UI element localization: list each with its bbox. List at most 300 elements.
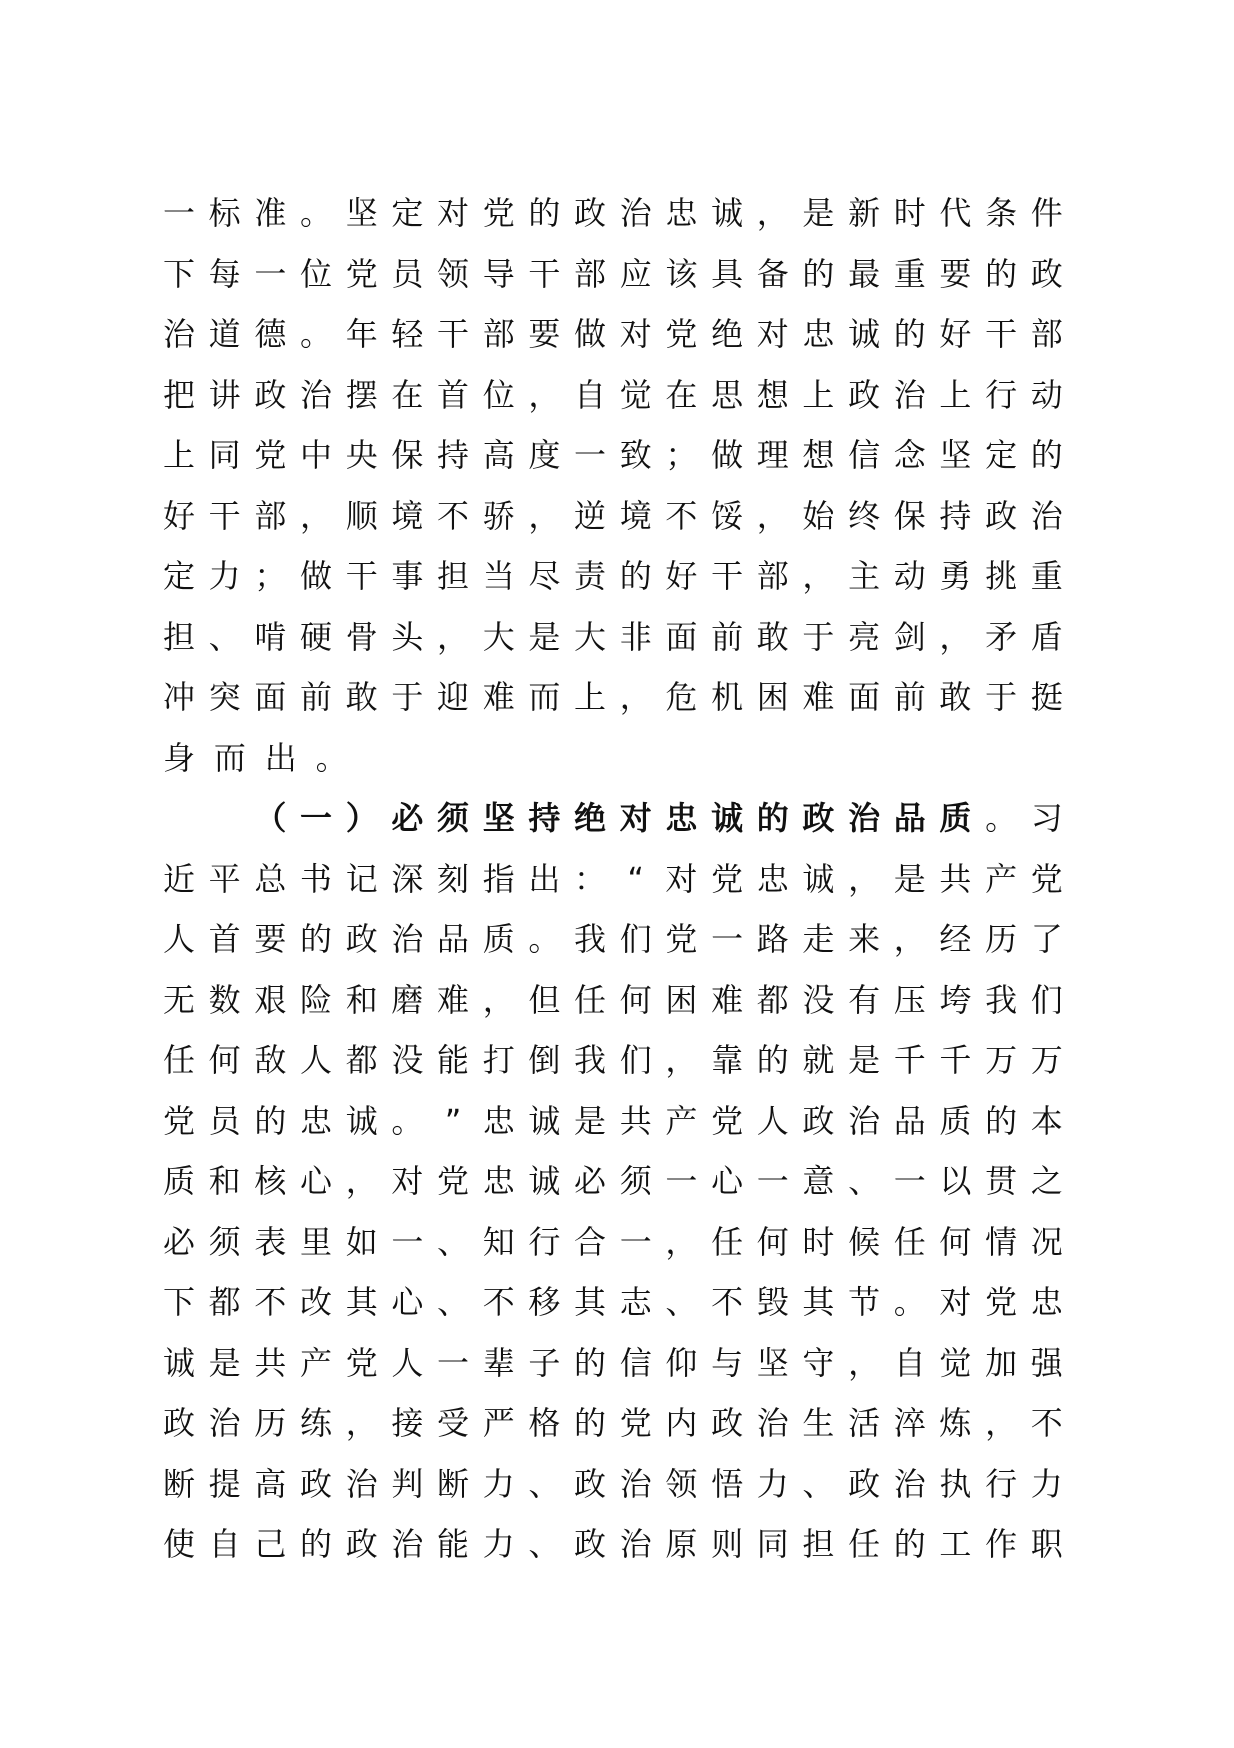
text-char: 一 (665, 1162, 698, 1200)
text-char: 的 (893, 315, 926, 353)
text-char: 前 (711, 617, 744, 656)
text-char: 信 (848, 436, 881, 474)
text-line (163, 1091, 1063, 1152)
text-char: 力 (756, 1464, 789, 1503)
text-char: 忠 (1030, 1283, 1063, 1321)
text-char: 面 (848, 678, 881, 716)
text-char: 诚 (345, 1101, 378, 1140)
text-char: 对 (756, 315, 789, 353)
text-char: 力 (482, 1525, 515, 1563)
text-char: 责 (574, 557, 607, 595)
text-char: ， (345, 1162, 378, 1200)
text-char: 毁 (756, 1283, 789, 1321)
text-char: 不 (665, 496, 698, 535)
text-char: 治 (619, 1525, 652, 1563)
text-char: 党 (437, 1162, 470, 1200)
text-char: 的 (528, 194, 561, 232)
text-char: 坚 (939, 436, 972, 474)
text-char: 动 (1030, 375, 1063, 414)
text-char: 忠 (482, 1162, 515, 1200)
text-char: 本 (1030, 1101, 1063, 1140)
text-char: 应 (619, 254, 652, 293)
text-char: ， (848, 1343, 881, 1382)
text-char: 动 (893, 557, 926, 595)
text-char: 核 (254, 1162, 287, 1200)
text-char: 部 (1030, 315, 1063, 353)
text-char (163, 788, 195, 849)
text-char: 干 (711, 557, 744, 595)
text-char: 。 (391, 1101, 424, 1140)
text-char: 表 (254, 1222, 287, 1261)
text-char: 对 (619, 315, 652, 353)
text-char: 任 (848, 1525, 881, 1563)
text-char: 万 (985, 1041, 1018, 1079)
text-char: 万 (1030, 1041, 1063, 1079)
text-char: 治 (1030, 496, 1063, 535)
text-char: 心 (391, 1283, 424, 1321)
text-char: 难 (437, 980, 470, 1019)
text-char: 干 (437, 315, 470, 353)
text-char: 我 (574, 1041, 607, 1079)
text-char: 则 (711, 1525, 744, 1563)
text-char: 千 (893, 1041, 926, 1079)
text-char: （ (254, 799, 287, 837)
text-char: 首 (437, 375, 470, 414)
text-char: 治 (848, 1101, 881, 1140)
text-char: 不 (437, 496, 470, 535)
text-char: 共 (619, 1101, 652, 1140)
text-char: 觉 (939, 1343, 972, 1382)
text-char: 加 (985, 1343, 1018, 1382)
text-char: 的 (893, 1525, 926, 1563)
text-char: 记 (345, 859, 378, 898)
text-char: 治 (300, 375, 333, 414)
text-char: 产 (300, 1343, 333, 1382)
text-char: 受 (437, 1404, 470, 1442)
text-char: 终 (848, 496, 881, 535)
text-char: 质 (939, 1101, 972, 1140)
text-char: 、 (437, 1283, 470, 1321)
text-char: 人 (391, 1343, 424, 1382)
text-char: ， (528, 375, 561, 414)
text-char: 敢 (345, 678, 378, 716)
text-char: 党 (345, 254, 378, 293)
text-char: 件 (1030, 194, 1063, 232)
text-char: 敢 (939, 678, 972, 716)
text-char: 一 (574, 436, 607, 474)
text-line (163, 244, 1063, 305)
text-char: 能 (437, 1041, 470, 1079)
text-char: 前 (893, 678, 926, 716)
text-char: 有 (848, 980, 881, 1019)
text-char: 员 (208, 1101, 241, 1140)
text-char: ， (619, 678, 652, 716)
text-char: 要 (254, 920, 287, 958)
text-char: 骄 (482, 496, 515, 535)
text-char: 一 (300, 799, 333, 837)
text-char: 备 (756, 254, 789, 293)
text-char: 任 (893, 1222, 926, 1261)
text-char: 的 (756, 1041, 789, 1079)
text-char: 经 (939, 920, 972, 958)
text-char: 不 (254, 1283, 287, 1321)
text-char: 境 (391, 496, 424, 535)
text-char: 想 (756, 375, 789, 414)
text-char: 的 (574, 1404, 607, 1442)
text-char: 提 (208, 1464, 241, 1503)
text-char: 上 (939, 375, 972, 414)
text-char: 政 (574, 194, 607, 232)
text-char: 诚 (163, 1343, 196, 1382)
text-char: 的 (300, 1525, 333, 1563)
text-char: 党 (985, 1283, 1018, 1321)
text-char: 志 (619, 1283, 652, 1321)
text-char: 们 (619, 920, 652, 958)
text-char: 诚 (848, 315, 881, 353)
text-char: 生 (802, 1404, 835, 1442)
text-char: ； (254, 557, 287, 595)
text-char: 以 (939, 1162, 972, 1200)
text-char: 、 (437, 1222, 470, 1261)
text-char: 必 (163, 1222, 196, 1261)
text-line (163, 183, 1063, 244)
text-char: 。 (893, 1283, 926, 1321)
text-char: 定 (985, 436, 1018, 474)
text-char: 近 (163, 859, 196, 898)
text-char: 共 (254, 1343, 287, 1382)
text-char: 上 (802, 375, 835, 414)
text-char: 最 (848, 254, 881, 293)
text-char: 一 (756, 1162, 789, 1200)
text-char: 无 (163, 980, 196, 1019)
text-line (163, 546, 1063, 607)
text-char: 打 (482, 1041, 515, 1079)
text-char: 、 (208, 617, 241, 656)
body-text (163, 183, 1063, 1575)
text-char: 历 (985, 920, 1018, 958)
text-char: 定 (391, 194, 424, 232)
text-line (163, 1212, 1063, 1273)
text-char: ； (665, 436, 698, 474)
text-char: 顺 (345, 496, 378, 535)
text-char: 对 (391, 1162, 424, 1200)
text-char: 意 (802, 1162, 835, 1200)
text-char: 矛 (985, 617, 1018, 656)
text-char: 理 (756, 436, 789, 474)
text-char: ， (665, 1222, 698, 1261)
text-char: 难 (482, 678, 515, 716)
text-char: 担 (163, 617, 196, 656)
text-char: 一 (391, 1222, 424, 1261)
text-char: 坚 (756, 1343, 789, 1382)
text-char: 好 (163, 496, 196, 535)
text-char: 的 (300, 920, 333, 958)
text-char: 须 (619, 1162, 652, 1200)
text-line (163, 1514, 1063, 1575)
text-char: 任 (711, 1222, 744, 1261)
text-char: 对 (619, 799, 652, 837)
text-char: 政 (345, 920, 378, 958)
text-char: 面 (254, 678, 287, 716)
text-char: 党 (482, 194, 515, 232)
text-char: 迎 (437, 678, 470, 716)
text-char: 没 (802, 980, 835, 1019)
text-char: 摆 (345, 375, 378, 414)
text-char: 啃 (254, 617, 287, 656)
text-char: 把 (163, 375, 196, 414)
text-char: 行 (985, 375, 1018, 414)
text-char: 诚 (528, 1162, 561, 1200)
text-char: 政 (163, 1404, 196, 1442)
text-char: 力 (1030, 1464, 1063, 1503)
text-char: 须 (208, 1222, 241, 1261)
text-char: 习 (1030, 799, 1063, 837)
text-char: 人 (163, 920, 196, 958)
text-char: 治 (893, 1464, 926, 1503)
text-char: 央 (345, 436, 378, 474)
text-char: 历 (254, 1404, 287, 1442)
text-char: 同 (208, 436, 241, 474)
text-char: 亮 (848, 617, 881, 656)
text-char: 面 (665, 617, 698, 656)
text-char: 改 (300, 1283, 333, 1321)
text-char: 但 (528, 980, 561, 1019)
text-char: 持 (939, 496, 972, 535)
text-line (163, 1333, 1063, 1394)
text-char: 标 (208, 194, 241, 232)
text-char: 政 (345, 1525, 378, 1563)
text-char: 合 (574, 1222, 607, 1261)
text-char: 严 (482, 1404, 515, 1442)
text-char: 治 (848, 799, 881, 837)
text-char: 条 (985, 194, 1018, 232)
text-char: 对 (665, 859, 698, 898)
text-char: 不 (711, 1283, 744, 1321)
text-char: 政 (802, 799, 835, 837)
text-line (163, 849, 1063, 910)
text-line (163, 909, 1063, 970)
text-char: 年 (345, 315, 378, 353)
text-char: 挑 (985, 557, 1018, 595)
text-char: 断 (163, 1464, 196, 1503)
text-char: 干 (528, 254, 561, 293)
text-char: 上 (574, 678, 607, 716)
text-char: 治 (391, 1525, 424, 1563)
text-char: 的 (1030, 436, 1063, 474)
text-char: 讲 (208, 375, 241, 414)
text-char: 指 (482, 859, 515, 898)
text-char: 都 (345, 1041, 378, 1079)
text-char: 守 (802, 1343, 835, 1382)
text-char: 贯 (985, 1162, 1018, 1200)
text-char: 自 (574, 375, 607, 414)
text-line (163, 304, 1063, 365)
text-char: 来 (848, 920, 881, 958)
text-char: 是 (802, 194, 835, 232)
text-char: 是 (528, 617, 561, 656)
text-char: ， (985, 1404, 1018, 1442)
text-char: 了 (1030, 920, 1063, 958)
text-char: 时 (893, 194, 926, 232)
text-char: 辈 (482, 1343, 515, 1382)
text-char: 品 (437, 920, 470, 958)
text-char: 和 (345, 980, 378, 1019)
text-char: 垮 (939, 980, 972, 1019)
text-char: 。 (300, 194, 333, 232)
text-char: ， (482, 980, 515, 1019)
text-char: 的 (985, 254, 1018, 293)
text-char: 时 (802, 1222, 835, 1261)
text-char: 之 (1030, 1162, 1063, 1200)
text-char: 子 (528, 1343, 561, 1382)
text-line (163, 365, 1063, 426)
text-line (163, 728, 1063, 789)
text-char: ， (345, 1404, 378, 1442)
text-char: ， (893, 920, 926, 958)
text-char: 担 (802, 1525, 835, 1563)
text-char: 的 (254, 1101, 287, 1140)
text-char: 磨 (391, 980, 424, 1019)
text-char: 不 (482, 1283, 515, 1321)
text-char: 须 (437, 799, 470, 837)
text-char: 部 (574, 254, 607, 293)
text-char: 没 (391, 1041, 424, 1079)
text-char: 行 (985, 1464, 1018, 1503)
text-char: 而 (213, 738, 246, 777)
text-char: 部 (756, 557, 789, 595)
text-char: 使 (163, 1525, 196, 1563)
text-char: 、 (528, 1464, 561, 1503)
text-char: 必 (391, 799, 424, 837)
text-char: 数 (208, 980, 241, 1019)
text-char: 职 (1030, 1525, 1063, 1563)
text-char: 高 (482, 436, 515, 474)
text-char: 重 (893, 254, 926, 293)
text-char: 忠 (300, 1101, 333, 1140)
text-char: 前 (300, 678, 333, 716)
text-char: 干 (208, 496, 241, 535)
text-char: 是 (574, 1101, 607, 1140)
text-char: ， (802, 557, 835, 595)
text-char: 一 (254, 254, 287, 293)
text-char: 位 (300, 254, 333, 293)
text-char: 情 (985, 1222, 1018, 1261)
text-char: 政 (802, 1101, 835, 1140)
text-char: 政 (254, 375, 287, 414)
text-char: 当 (482, 557, 515, 595)
text-char: 准 (254, 194, 287, 232)
text-char: 自 (208, 1525, 241, 1563)
text-char: 。 (300, 315, 333, 353)
text-char: 突 (208, 678, 241, 716)
text-char: 质 (163, 1162, 196, 1200)
text-char: 信 (619, 1343, 652, 1382)
text-char: 移 (528, 1283, 561, 1321)
text-line (163, 607, 1063, 668)
text-char: 刻 (437, 859, 470, 898)
text-char: 执 (939, 1464, 972, 1503)
text-char: 知 (482, 1222, 515, 1261)
text-char: 书 (300, 859, 333, 898)
text-char: ， (300, 496, 333, 535)
text-char: 位 (482, 375, 515, 414)
text-char: 敢 (756, 617, 789, 656)
text-char: 忠 (482, 1101, 515, 1140)
text-char: 任 (163, 1041, 196, 1079)
text-char: 如 (345, 1222, 378, 1261)
text-char: 度 (528, 436, 561, 474)
text-char: 事 (391, 557, 424, 595)
text-char: 想 (802, 436, 835, 474)
text-char: 致 (619, 436, 652, 474)
text-char: 要 (939, 254, 972, 293)
text-line (163, 1393, 1063, 1454)
text-char: 力 (208, 557, 241, 595)
text-char: 品 (893, 799, 926, 837)
text-char: 政 (985, 496, 1018, 535)
text-char: 每 (208, 254, 241, 293)
text-char: ， (939, 617, 972, 656)
text-char: 政 (574, 1464, 607, 1503)
text-char: 思 (711, 375, 744, 414)
text-char: 淬 (893, 1404, 926, 1442)
text-char: 党 (711, 1101, 744, 1140)
text-char: 诚 (711, 799, 744, 837)
text-char: 而 (528, 678, 561, 716)
text-char: 馁 (711, 496, 744, 535)
text-char: 硬 (300, 617, 333, 656)
text-char: 路 (756, 920, 789, 958)
text-char: 质 (482, 920, 515, 958)
text-char: ， (437, 617, 470, 656)
text-char: 领 (665, 1464, 698, 1503)
text-char: 、 (802, 1464, 835, 1503)
text-char: 、 (665, 1283, 698, 1321)
text-char: 们 (619, 1041, 652, 1079)
text-line (163, 1454, 1063, 1515)
text-char: 党 (345, 1343, 378, 1382)
text-char: ， (848, 859, 881, 898)
text-char: 产 (985, 859, 1018, 898)
text-char: 困 (756, 678, 789, 716)
text-char: 炼 (939, 1404, 972, 1442)
text-char: 定 (163, 557, 196, 595)
text-line (163, 425, 1063, 486)
text-char: 总 (254, 859, 287, 898)
text-char: 忠 (665, 799, 698, 837)
text-char: 持 (437, 436, 470, 474)
text-char: 对 (939, 1283, 972, 1321)
text-char: 的 (985, 1101, 1018, 1140)
text-char: 觉 (619, 375, 652, 414)
text-char: 出 (264, 738, 297, 777)
text-char: 格 (528, 1404, 561, 1442)
text-char: 必 (574, 1162, 607, 1200)
text-char: 一 (437, 1343, 470, 1382)
text-char: 绝 (574, 799, 607, 837)
text-char: 质 (939, 799, 972, 837)
text-char: 人 (300, 1041, 333, 1079)
text-char: 身 (163, 738, 196, 777)
text-char: 是 (893, 859, 926, 898)
text-char: 共 (939, 859, 972, 898)
text-char: 绝 (711, 315, 744, 353)
text-char: 党 (163, 1101, 196, 1140)
text-char: 干 (985, 315, 1018, 353)
section-heading-line (163, 788, 1063, 849)
text-char: 人 (756, 1101, 789, 1140)
text-char: 治 (391, 920, 424, 958)
